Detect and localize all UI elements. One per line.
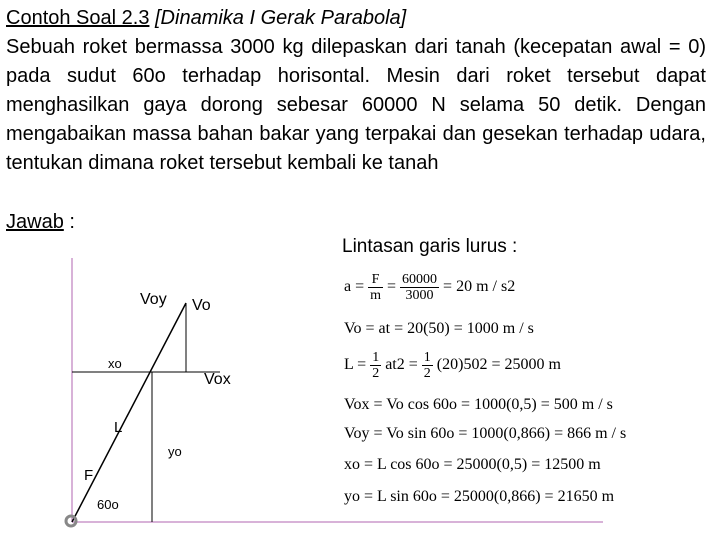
lintasan-title: Lintasan garis lurus : <box>342 236 518 257</box>
answer-colon: : <box>63 211 75 233</box>
problem-body: Sebuah roket bermassa 3000 kg dilepaskan dari tanah (kecepatan awal = 0) pada sudut 60o terhadap horisontal. Mesin dari roket tersebut dapat menghasilkan gaya dorong sebesar 60000 N selama 50 detik. Dengan mengabaikan massa bahan bakar yang terpakai dan gesekan terhadap udara, tentukan dimana roket tersebut kembali ke tanah <box>6 36 706 174</box>
eq-yo: yo = L sin 60o = 25000(0,866) = 21650 m <box>344 488 615 505</box>
xo-label: xo <box>108 356 122 371</box>
answer-word: Jawab <box>6 211 64 233</box>
f-label: F <box>84 467 94 484</box>
eq-distance: L = $\frac{1}{2}$ at2 = $\frac{1}{2}$ (20)502 = 25000 m <box>344 350 561 381</box>
eq-vox: Vox = Vo cos 60o = 1000(0,5) = 500 m / s <box>344 396 613 413</box>
rocket-path-line <box>72 303 186 522</box>
origin-point <box>66 516 76 526</box>
l-label: L <box>114 419 123 436</box>
vox-label: Vox <box>204 371 231 388</box>
angle-label: 60o <box>97 497 119 512</box>
voy-label: Voy <box>140 291 167 308</box>
topic-label: [Dinamika I Gerak Parabola] <box>155 7 407 29</box>
eq-vo: Vo = at = 20(50) = 1000 m / s <box>344 320 534 337</box>
yo-label: yo <box>168 444 182 459</box>
example-title: Contoh Soal 2.3 <box>6 7 150 29</box>
vo-label: Vo <box>192 297 211 314</box>
eq-acceleration: a = $\frac{F}{m}$ = $\frac{60000}{3000}$ = 20 m / s2 <box>344 272 516 303</box>
eq-voy: Voy = Vo sin 60o = 1000(0,866) = 866 m / s <box>344 425 627 442</box>
eq-xo: xo = L cos 60o = 25000(0,5) = 12500 m <box>344 456 601 473</box>
